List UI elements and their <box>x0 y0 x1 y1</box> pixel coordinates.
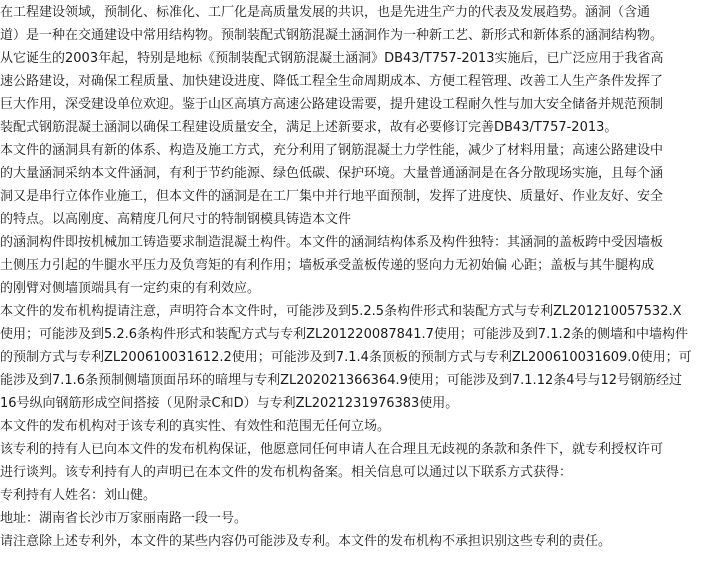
paragraph-line-08: 的大量涵洞采纳本文件涵洞，有利于节约能源、绿色低碳、保护环境。大量普通涵洞是在各分散现场实施，且每个涵 <box>0 166 664 181</box>
paragraph-line-06: 装配式钢筋混凝土涵洞以确保工程建设质量安全，满足上述新要求，故有必要修订完善DB43/T757-2013。 <box>0 120 618 135</box>
paragraph-line-02: 道）是一种在交通建设中常用结构物。预制装配式钢筋混凝土涵洞作为一种新工艺、新形式和新体系的涵洞结构物。 <box>0 28 664 43</box>
paragraph-line-10: 的特点。以高刚度、高精度几何尺寸的特制钢模具铸造本文件 <box>0 212 352 227</box>
paragraph-line-24: 请注意除上述专利外，本文件的某些内容仍可能涉及专利。本文件的发布机构不承担识别这些专利的责任。 <box>0 534 612 549</box>
paragraph-line-13: 的刚臂对侧墙顶端具有一定约束的有利效应。 <box>0 281 261 296</box>
paragraph-line-09: 洞又是串行立体作业施工，但本文件的涵洞是在工厂集中并行地平面预制，发挥了进度快、质量好、作业友好、安全 <box>0 189 664 204</box>
paragraph-line-19: 本文件的发布机构对于该专利的真实性、有效性和范围无任何立场。 <box>0 419 391 434</box>
paragraph-line-23: 地址：湖南省长沙市万家丽南路一段一号。 <box>0 511 248 526</box>
paragraph-line-04: 速公路建设，对确保工程质量、加快建设进度、降低工程全生命周期成本、方便工程管理、改善工人生产条件发挥了 <box>0 74 664 89</box>
paragraph-line-05: 巨大作用，深受建设单位欢迎。鉴于山区高填方高速公路建设需要，提升建设工程耐久性与加大安全储备并规范预制 <box>0 97 664 112</box>
paragraph-line-01: 在工程建设领域，预制化、标准化、工厂化是高质量发展的共识，也是先进生产力的代表及发展趋势。涵洞（含通 <box>0 5 651 20</box>
paragraph-line-14: 本文件的发布机构提请注意，声明符合本文件时，可能涉及到5.2.5条构件形式和装配方式与专利ZL201210057532.X <box>0 304 682 319</box>
paragraph-line-12: 土侧压力引起的牛腿水平压力及负弯矩的有利作用；墙板承受盖板传递的竖向力无初始偏 心距；盖板与其牛腿构成 <box>0 258 655 273</box>
paragraph-line-03: 从它诞生的2003年起，特别是地标《预制装配式钢筋混凝土涵洞》DB43/T757-2013实施后，已广泛应用于我省高 <box>0 51 664 66</box>
paragraph-line-15: 使用；可能涉及到5.2.6条构件形式和装配方式与专利ZL201220087841.7使用；可能涉及到7.1.2条的侧墙和中墙构件 <box>0 327 688 342</box>
paragraph-line-22: 专利持有人姓名：刘山健。 <box>0 488 157 503</box>
paragraph-line-16: 的预制方式与专利ZL200610031612.2使用；可能涉及到7.1.4条顶板的预制方式与专利ZL200610031609.0使用；可 <box>0 350 692 365</box>
paragraph-line-20: 该专利的持有人已向本文件的发布机构保证，他愿意同任何申请人在合理且无歧视的条款和条件下，就专利授权许可 <box>0 442 664 457</box>
paragraph-line-11: 的涵洞构件即按机械加工铸造要求制造混凝土构件。本文件的涵洞结构体系及构件独特：其涵洞的盖板跨中受因墙板 <box>0 235 664 250</box>
paragraph-line-17: 能涉及到7.1.6条预制侧墙顶面吊环的暗埋与专利ZL202021366364.9使用；可能涉及到7.1.12条4号与12号钢筋经过 <box>0 373 683 388</box>
paragraph-line-21: 进行谈判。该专利持有人的声明已在本文件的发布机构备案。相关信息可以通过以下联系方式获得： <box>0 465 573 480</box>
paragraph-line-18: 16号纵向钢筋形成空间搭接（见附录C和D）与专利ZL2021231976383使用。 <box>0 396 459 411</box>
paragraph-line-07: 本文件的涵洞具有新的体系、构造及施工方式，充分利用了钢筋混凝土力学性能，减少了材料用量；高速公路建设中 <box>0 143 664 158</box>
